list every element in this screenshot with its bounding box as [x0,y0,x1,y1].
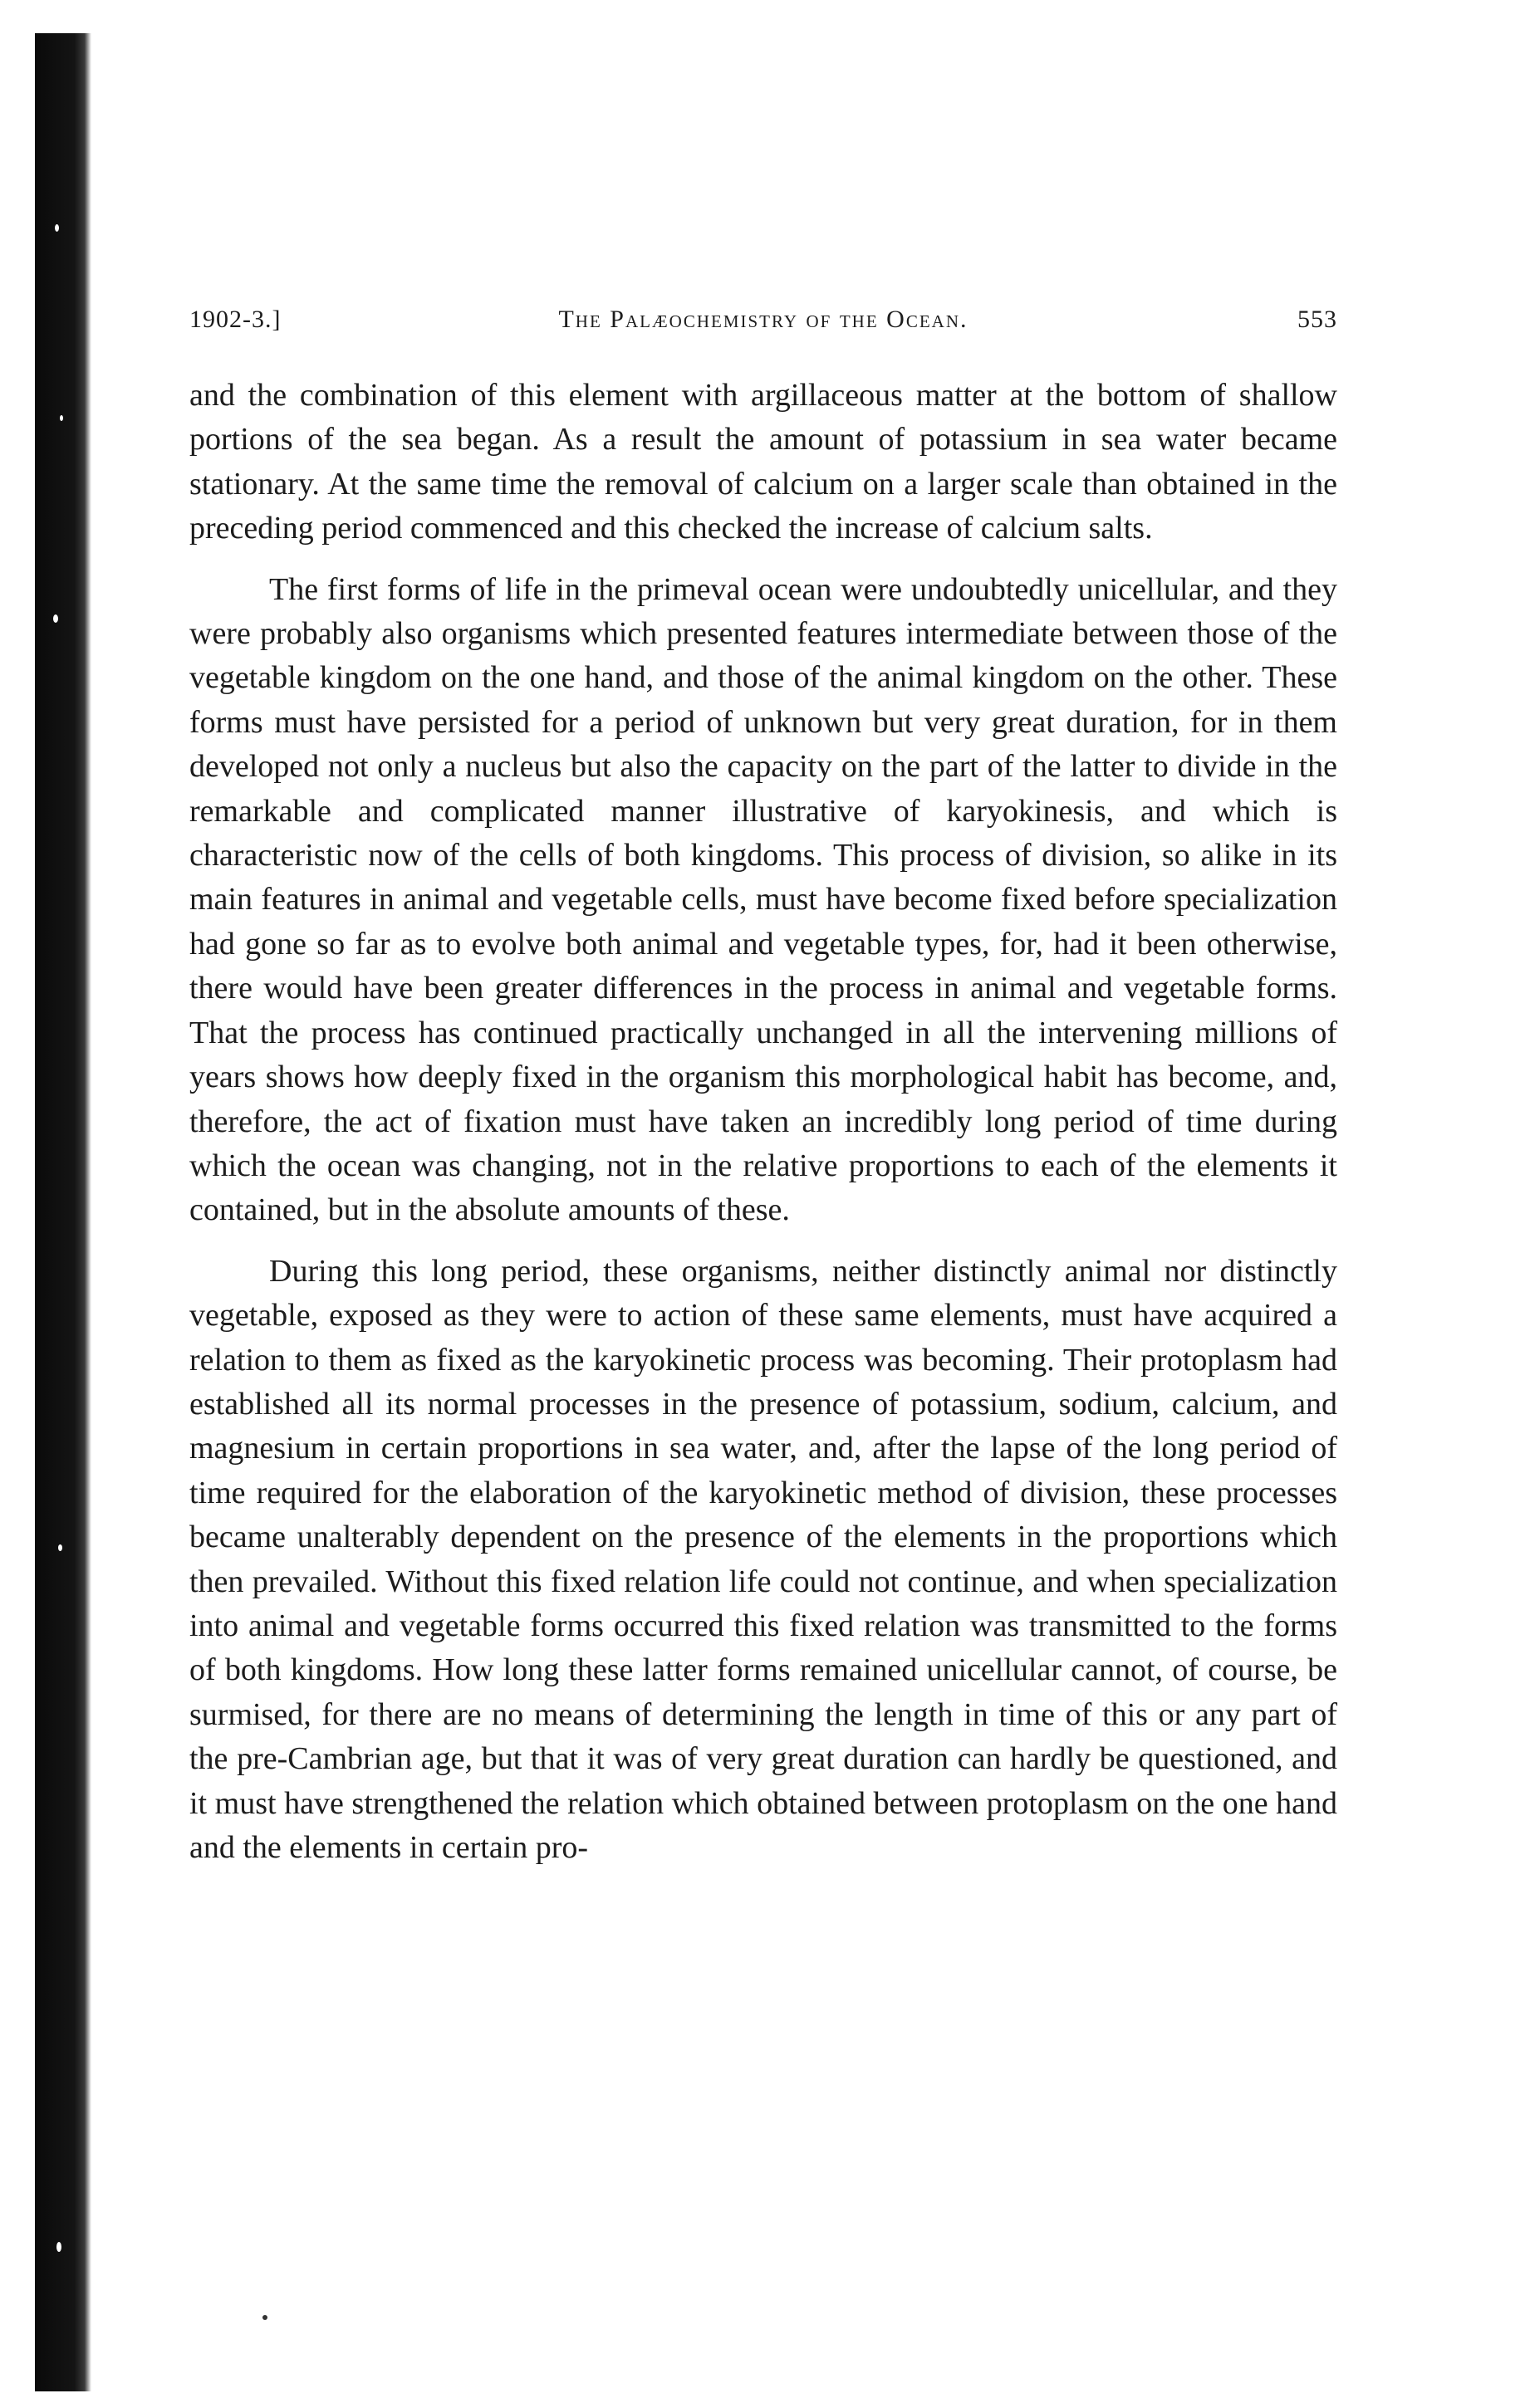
running-head-title: The Palæochemistry of the Ocean. [558,306,968,333]
binding-shadow [35,33,91,2391]
running-head-date: 1902-3.] [189,306,282,333]
paragraph-1: and the combination of this element with argillaceous matter at the bottom of shallow portions of the sea began. As a result the amount of potassium in sea water became stationary. At the same time the removal of calcium on a larger scale than obtained in the preceding period commenced and this checked the increase of calcium salts. [189,378,1337,546]
book-page [189,306,1337,1870]
running-head [189,306,1337,339]
paragraph-2: The first forms of life in the primeval ocean were undoubtedly unicellular, and they were probably also organisms which presented features intermediate between those of the vegetable kingdom on the one hand, and those of the animal kingdom on the other. These forms must have persisted for a period of unknown but very great duration, for in them developed not only a nucleus but also the capacity on the part of the latter to divide in the remarkable and complicated manner illustrative of karyokinesis, and which is characteristic now of the cells of both kingdoms. This process of division, so alike in its main features in animal and vegetable cells, must have become fixed before specialization had gone so far as to evolve both animal and vegetable types, for, had it been otherwise, there would have been greater differences in the process in animal and vegetable forms. That the process has continued practically unchanged in all the intervening millions of years shows how deeply fixed in the organism this morphological habit has become, and, therefore, the act of fixation must have taken an incredibly long period of time during which the ocean was changing, not in the relative proportions to each of the elements it contained, but in the absolute amounts of these. [189,571,1337,1228]
scan-speck [262,2315,267,2320]
body-text [189,374,1337,1870]
page-number: 553 [1297,306,1337,333]
paragraph-3: During this long period, these organisms, neither distinctly animal nor distinctly vegetable, exposed as they were to action of these same elements, must have acquired a relation to them as fixed as the karyokinetic process was becoming. Their protoplasm had established all its normal processes in the presence of potassium, sodium, calcium, and magnesium in certain proportions in sea water, and, after the lapse of the long period of time required for the elaboration of the karyokinetic method of division, these processes became unalterably dependent on the presence of the elements in the proportions which then prevailed. Without this fixed relation life could not continue, and when specialization into animal and vegetable forms occurred this fixed relation was transmitted to the forms of both kingdoms. How long these latter forms remained unicellular cannot, of course, be surmised, for there are no means of determining the length in time of this or any part of the pre-Cambrian age, but that it was of very great duration can hardly be questioned, and it must have strengthened the relation which obtained between protoplasm on the one hand and the elements in certain pro- [189,1253,1337,1865]
